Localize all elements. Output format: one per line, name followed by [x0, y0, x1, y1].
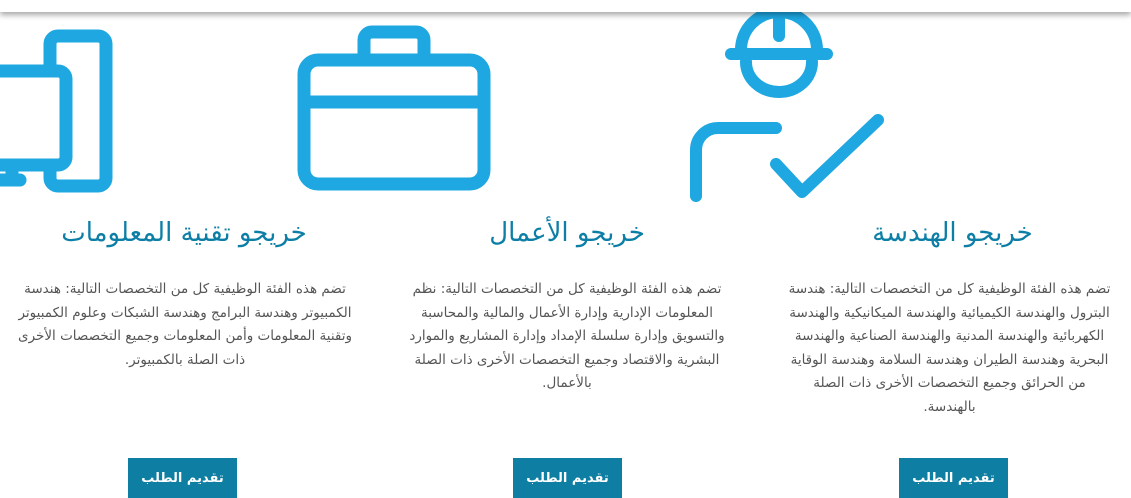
apply-button[interactable]: تقديم الطلب — [513, 458, 622, 498]
card-description: تضم هذه الفئة الوظيفية كل من التخصصات التالية: هندسة البترول والهندسة الكيميائية والهندسة الميكانيكية والهندسة الكهربائية والهندسة المدنية والهندسة الصناعية والهندسة البحرية وهندسة الطيران وهندسة السلامة وهندسة الوقاية من الحرائق وجميع التخصصات الأخرى ذات الصلة بالهندسة. — [788, 281, 1111, 415]
header-shadow-bar — [0, 0, 1131, 12]
card-engineering-graduates — [784, 0, 1121, 498]
apply-button[interactable]: تقديم الطلب — [128, 458, 237, 498]
card-title: خريجو تقنية المعلومات — [61, 218, 307, 248]
apply-button[interactable]: تقديم الطلب — [899, 458, 1008, 498]
engineer-icon — [784, 10, 1121, 202]
card-title: خريجو الهندسة — [872, 218, 1033, 248]
card-description: تضم هذه الفئة الوظيفية كل من التخصصات التالية: هندسة الكمبيوتر وهندسة البرامج وهندسة الشبكات وعلوم الكمبيوتر وتقنية المعلومات وأمن المعلومات وجميع التخصصات الأخرى ذات الصلة بالكمبيوتر. — [18, 281, 352, 368]
card-title: خريجو الأعمال — [489, 218, 645, 248]
card-description: تضم هذه الفئة الوظيفية كل من التخصصات التالية: نظم المعلومات الإدارية وإدارة الأعمال والمالية والمحاسبة والتسويق وإدارة سلسلة الإمداد وإدارة المشاريع والموارد البشرية والاقتصاد وجميع التخصصات الأخرى ذات الصلة بالأعمال. — [409, 281, 725, 391]
